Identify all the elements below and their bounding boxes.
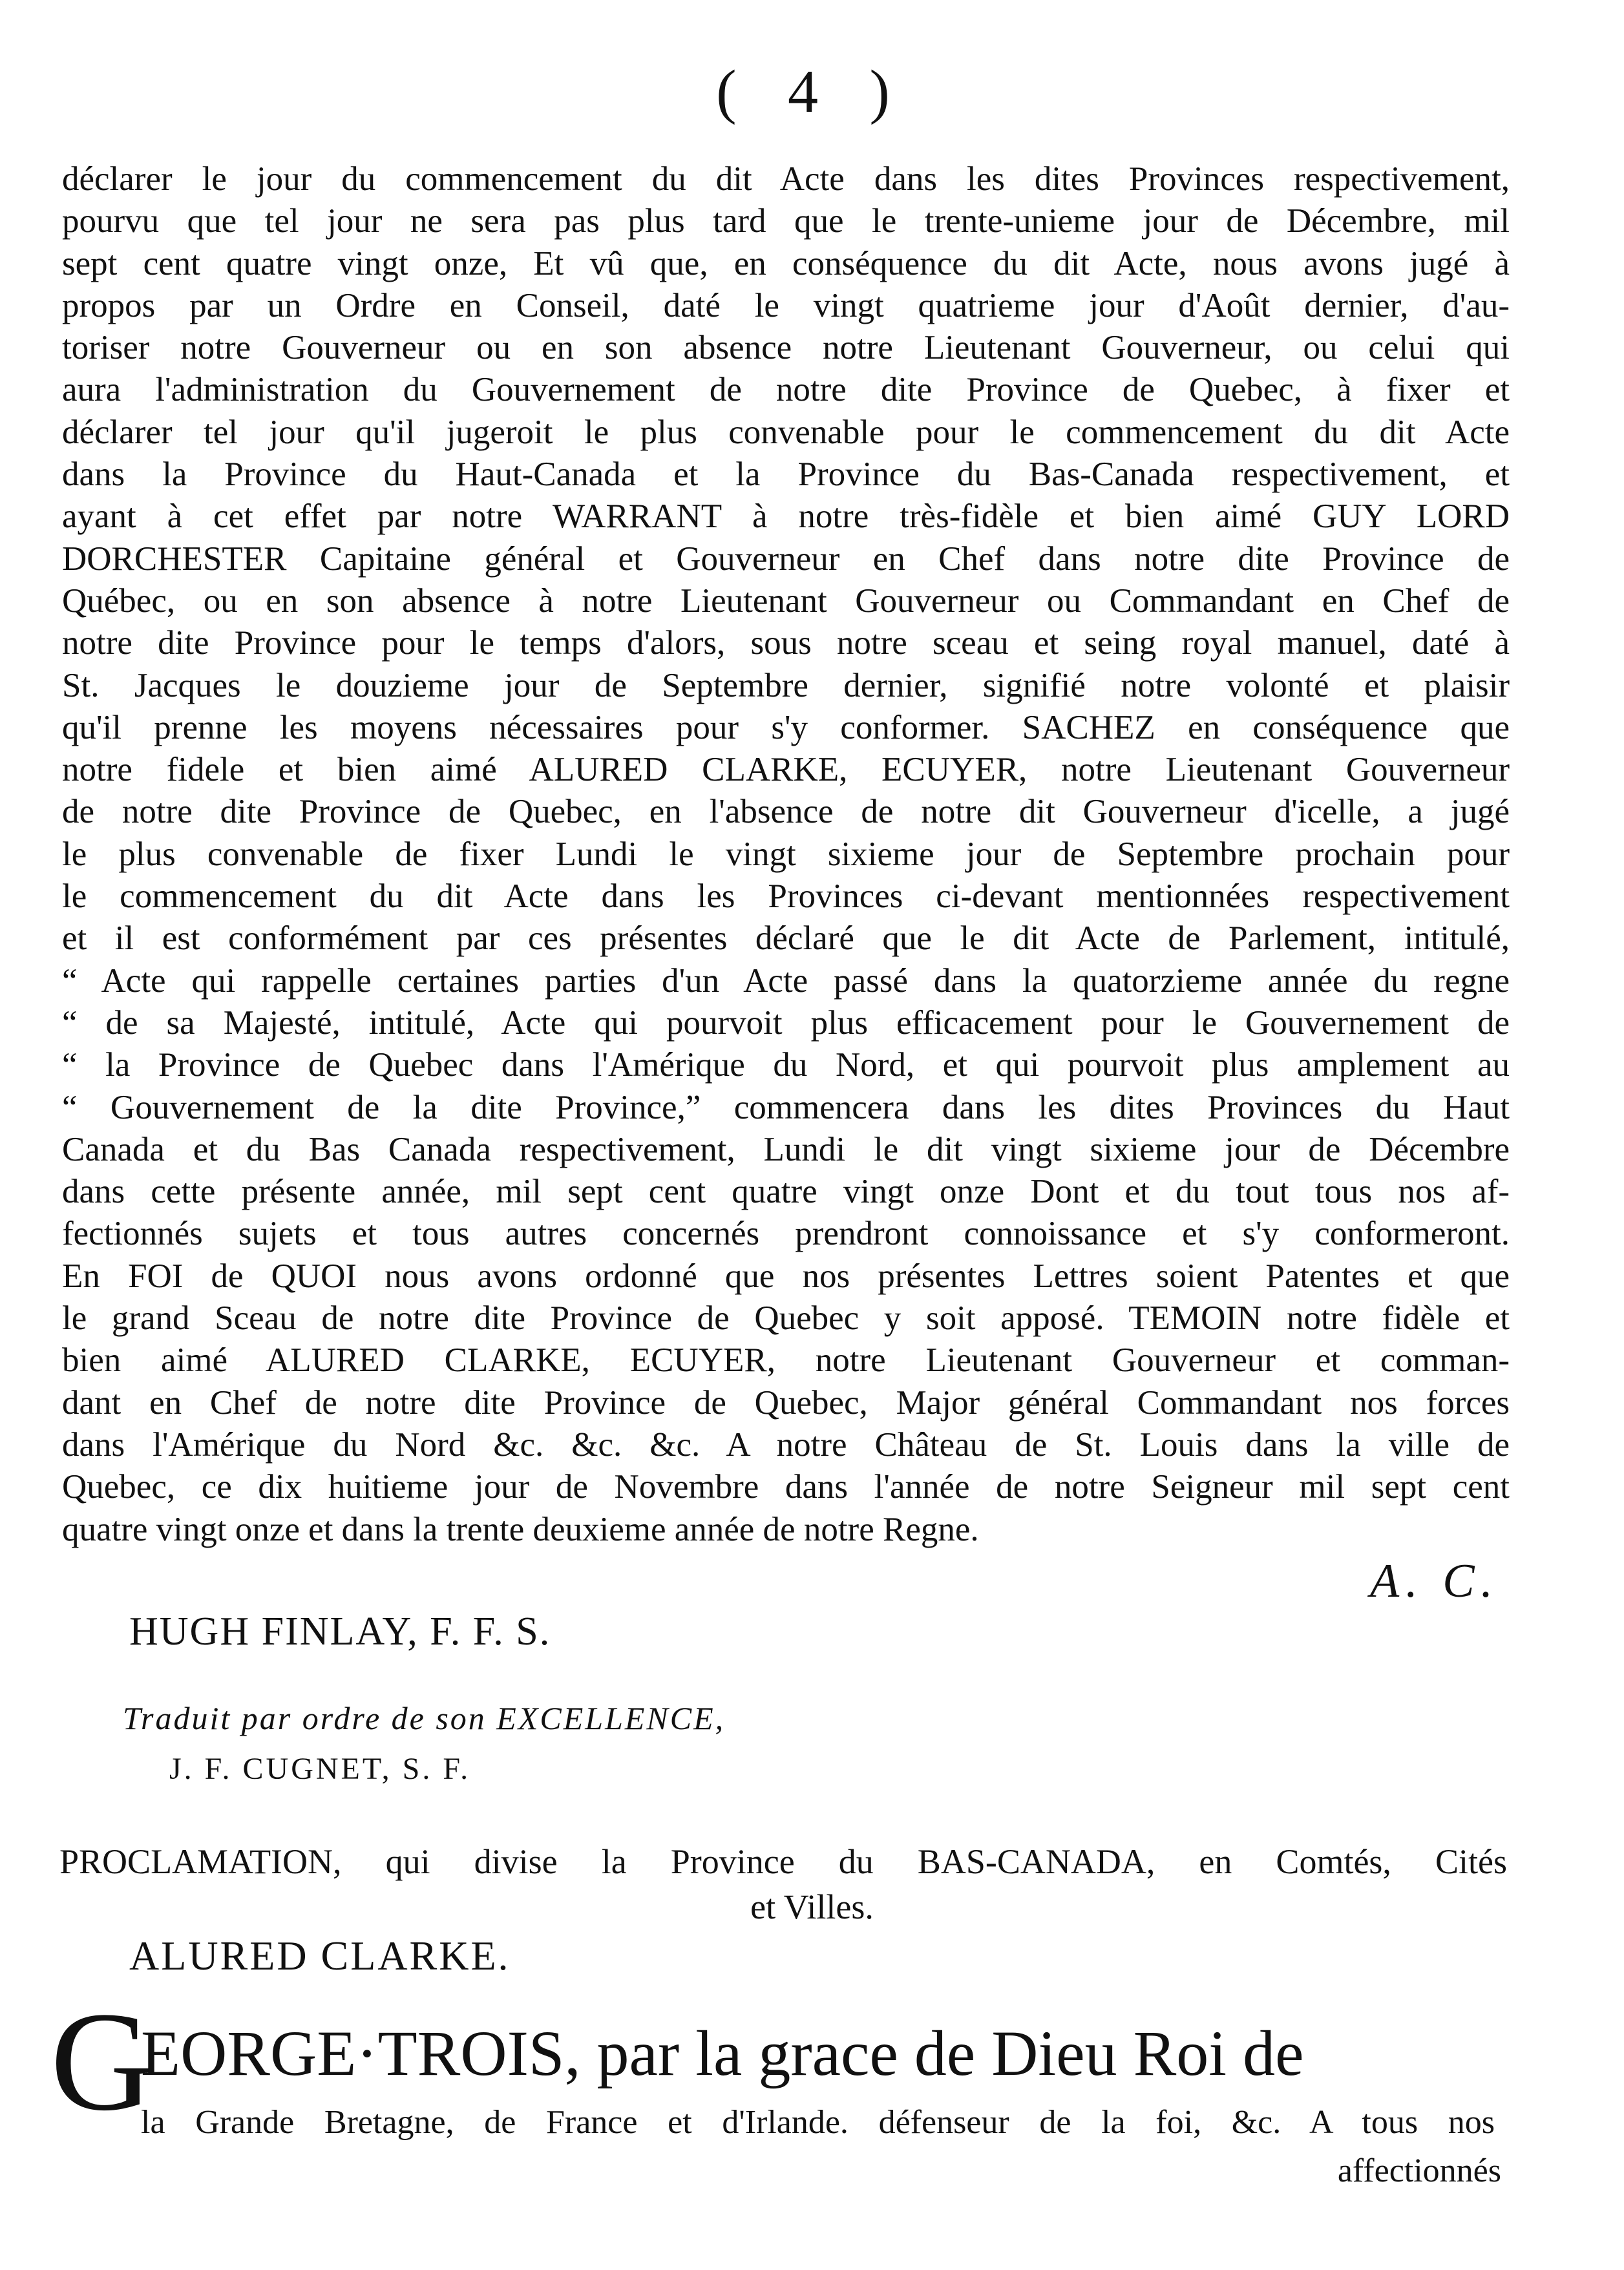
body-line: le grand Sceau de notre dite Province de Quebec y soit apposé. TEMOIN notre fidèle et <box>62 1299 1510 1338</box>
body-line: et il est conformément par ces présentes déclaré que le dit Acte de Parlement, intitulé, <box>62 920 1510 958</box>
body-line: sept cent quatre vingt onze, Et vû que, en conséquence du dit Acte, nous avons jugé à <box>62 244 1510 282</box>
body-line: bien aimé ALURED CLARKE, ECUYER, notre Lieutenant Gouverneur et comman- <box>62 1341 1510 1380</box>
body-line: dant en Chef de notre dite Province de Quebec, Major général Commandant nos forces <box>62 1383 1510 1422</box>
body-line: quatre vingt onze et dans la trente deuxieme année de notre Regne. <box>62 1510 979 1548</box>
proclamation-heading-line-1: PROCLAMATION, qui divise la Province du BAS-CANADA, en Comtés, Cités <box>59 1842 1507 1881</box>
translator-name: J. F. CUGNET, S. F. <box>169 1752 471 1786</box>
body-line: fectionnés sujets et tous autres concernés prendront connoissance et s'y conformeront. <box>62 1215 1510 1253</box>
body-line: St. Jacques le douzieme jour de Septembre dernier, signifié notre volonté et plaisir <box>62 666 1510 704</box>
body-line: pourvu que tel jour ne sera pas plus tard que le trente-unieme jour de Décembre, mil <box>62 202 1510 240</box>
body-line: notre fidele et bien aimé ALURED CLARKE, ECUYER, notre Lieutenant Gouverneur <box>62 751 1510 789</box>
catchword: affectionnés <box>1337 2152 1501 2189</box>
body-line: Canada et du Bas Canada respectivement, Lundi le dit vingt sixieme jour de Décembre <box>62 1130 1510 1168</box>
proclamation-heading-line-2: et Villes. <box>750 1887 874 1926</box>
body-line: de notre dite Province de Quebec, en l'absence de notre dit Gouverneur d'icelle, a jugé <box>62 793 1510 831</box>
translation-note: Traduit par ordre de son EXCELLENCE, <box>123 1700 726 1736</box>
body-line: “ Gouvernement de la dite Province,” commencera dans les dites Provinces du Haut <box>62 1088 1510 1126</box>
body-line: déclarer le jour du commencement du dit Acte dans les dites Provinces respectivement, <box>62 160 1510 198</box>
signer-name: HUGH FINLAY, F. F. S. <box>129 1610 551 1654</box>
body-line: dans l'Amérique du Nord &c. &c. &c. A notre Château de St. Louis dans la ville de <box>62 1425 1510 1464</box>
body-line: dans cette présente année, mil sept cent quatre vingt onze Dont et du tout tous nos af- <box>62 1173 1510 1211</box>
body-line: propos par un Ordre en Conseil, daté le vingt quatrieme jour d'Août dernier, d'au- <box>62 286 1510 324</box>
body-line: notre dite Province pour le temps d'alors, sous notre sceau et seing royal manuel, daté à <box>62 624 1510 662</box>
initials: A. C. <box>1370 1555 1500 1608</box>
decree-line-2: la Grande Bretagne, de France et d'Irlande. défenseur de la foi, &c. A tous nos <box>141 2104 1495 2141</box>
body-line: Québec, ou en son absence à notre Lieutenant Gouverneur ou Commandant en Chef de <box>62 582 1510 620</box>
body-line: Quebec, ce dix huitieme jour de Novembre dans l'année de notre Seigneur mil sept cent <box>62 1468 1510 1506</box>
proclamation-body <box>62 158 1510 1551</box>
body-line: ayant à cet effet par notre WARRANT à notre très-fidèle et bien aimé GUY LORD <box>62 498 1510 536</box>
body-line: dans la Province du Haut-Canada et la Province du Bas-Canada respectivement, et <box>62 456 1510 494</box>
body-line: qu'il prenne les moyens nécessaires pour s'y conformer. SACHEZ en conséquence que <box>62 708 1510 746</box>
governor-name: ALURED CLARKE. <box>129 1933 511 1979</box>
decree-title: EORGE·TROIS, par la grace de Dieu Roi de <box>141 2017 1304 2089</box>
body-line: déclarer tel jour qu'il jugeroit le plus convenable pour le commencement du dit Acte <box>62 413 1510 451</box>
body-line: le plus convenable de fixer Lundi le vingt sixieme jour de Septembre prochain pour <box>62 835 1510 873</box>
body-line: En FOI de QUOI nous avons ordonné que nos présentes Lettres soient Patentes et que <box>62 1257 1510 1295</box>
body-line: toriser notre Gouverneur ou en son absence notre Lieutenant Gouverneur, ou celui qui <box>62 329 1510 367</box>
body-line: DORCHESTER Capitaine général et Gouverneur en Chef dans notre dite Province de <box>62 540 1510 578</box>
drop-cap: G <box>50 1982 153 2140</box>
body-line: aura l'administration du Gouvernement de notre dite Province de Quebec, à fixer et <box>62 371 1510 409</box>
body-line: “ la Province de Quebec dans l'Amérique du Nord, et qui pourvoit plus amplement au <box>62 1046 1510 1084</box>
body-line: “ de sa Majesté, intitulé, Acte qui pourvoit plus efficacement pour le Gouvernement de <box>62 1004 1510 1042</box>
body-line: le commencement du dit Acte dans les Provinces ci-devant mentionnées respectivement <box>62 878 1510 916</box>
page-number: ( 4 ) <box>716 58 908 125</box>
body-line: “ Acte qui rappelle certaines parties d'un Acte passé dans la quatorzieme année du regne <box>62 962 1510 1000</box>
